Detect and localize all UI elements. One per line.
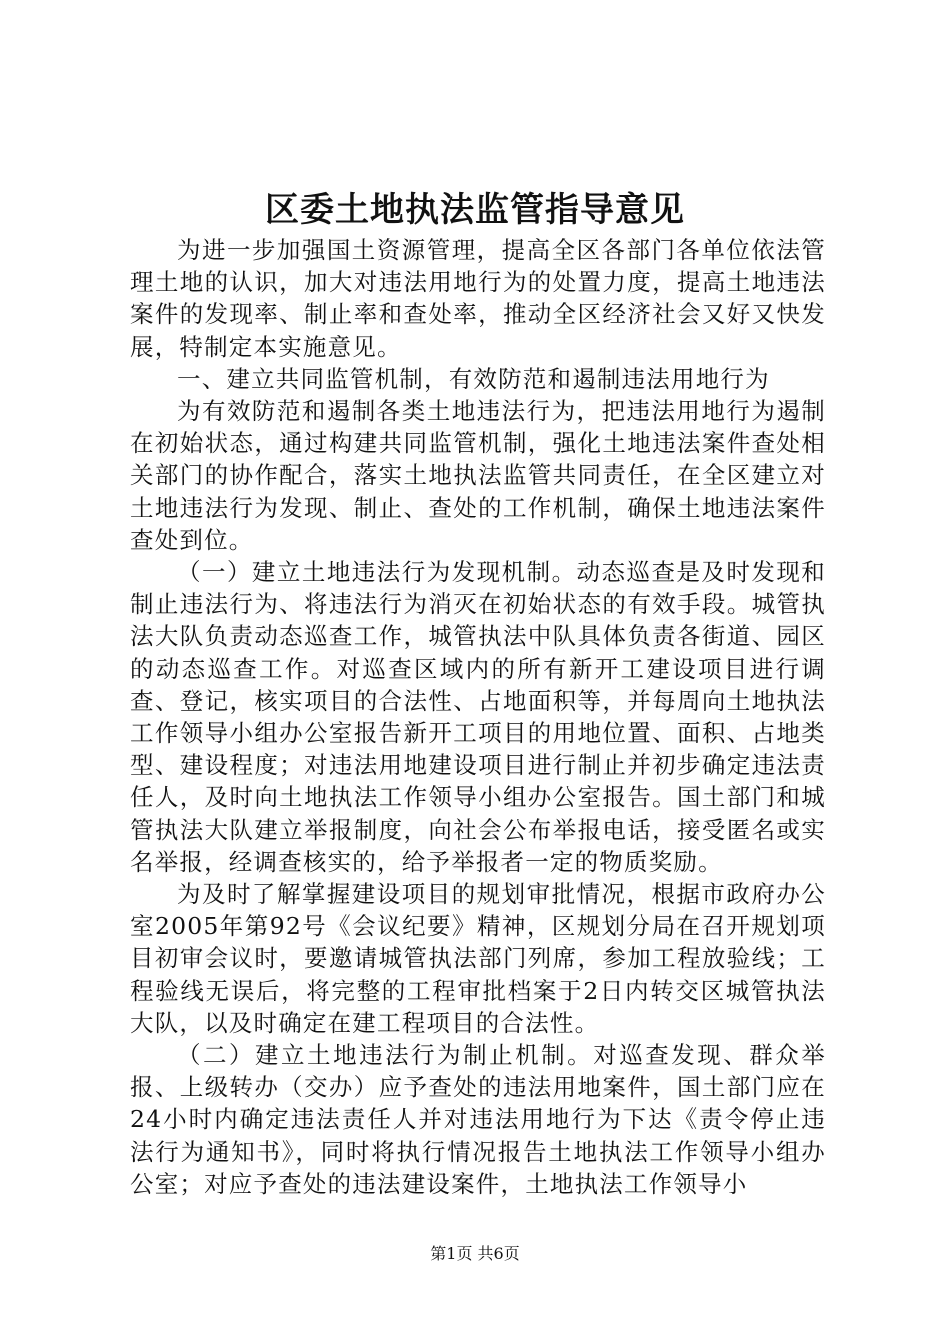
paragraph-section-1: 为有效防范和遏制各类土地违法行为，把违法用地行为遏制在初始状态，通过构建共同监管机制，强化土地违法案件查处相关部门的协作配合，落实土地执法监管共同责任，在全区建立对土地违法行为发现、制止、查处的工作机制，确保土地违法案件查处到位。: [130, 397, 826, 554]
paragraph-planning-approval: 为及时了解掌握建设项目的规划审批情况，根据市政府办公室2005年第92号《会议纪要》精神，区规划分局在召开规划项目初审会议时，要邀请城管执法部门列席，参加工程放验线；工程验线无误后，将完整的工程审批档案于2日内转交区城管执法大队，以及时确定在建工程项目的合法性。: [130, 880, 826, 1037]
paragraph-stop-mechanism: （二）建立土地违法行为制止机制。对巡查发现、群众举报、上级转办（交办）应予查处的违法用地案件，国土部门应在24小时内确定违法责任人并对违法用地行为下达《责令停止违法行为通知书》，同时将执行情况报告土地执法工作领导小组办公室；对应予查处的违法建设案件，土地执法工作领导小: [130, 1041, 826, 1198]
section-heading-1: 一、建立共同监管机制，有效防范和遏制违法用地行为: [177, 364, 770, 393]
document-body: [130, 234, 826, 1200]
paragraph-discovery-mechanism: （一）建立土地违法行为发现机制。动态巡查是及时发现和制止违法行为、将违法行为消灭在初始状态的有效手段。城管执法大队负责动态巡查工作，城管执法中队具体负责各街道、园区的动态巡查工作。对巡查区域内的所有新开工建设项目进行调查、登记，核实项目的合法性、占地面积等，并每周向土地执法工作领导小组办公室报告新开工项目的用地位置、面积、占地类型、建设程度；对违法用地建设项目进行制止并初步确定违法责任人，及时向土地执法工作领导小组办公室报告。国土部门和城管执法大队建立举报制度，向社会公布举报电话，接受匿名或实名举报，经调查核实的，给予举报者一定的物质奖励。: [130, 558, 826, 876]
page-number-footer: 第1页 共6页: [430, 1244, 520, 1263]
paragraph-intro: 为进一步加强国土资源管理，提高全区各部门各单位依法管理土地的认识，加大对违法用地行为的处置力度，提高土地违法案件的发现率、制止率和查处率，推动全区经济社会又好又快发展，特制定本实施意见。: [130, 236, 826, 361]
document-title: 区委土地执法监管指导意见: [265, 190, 685, 230]
